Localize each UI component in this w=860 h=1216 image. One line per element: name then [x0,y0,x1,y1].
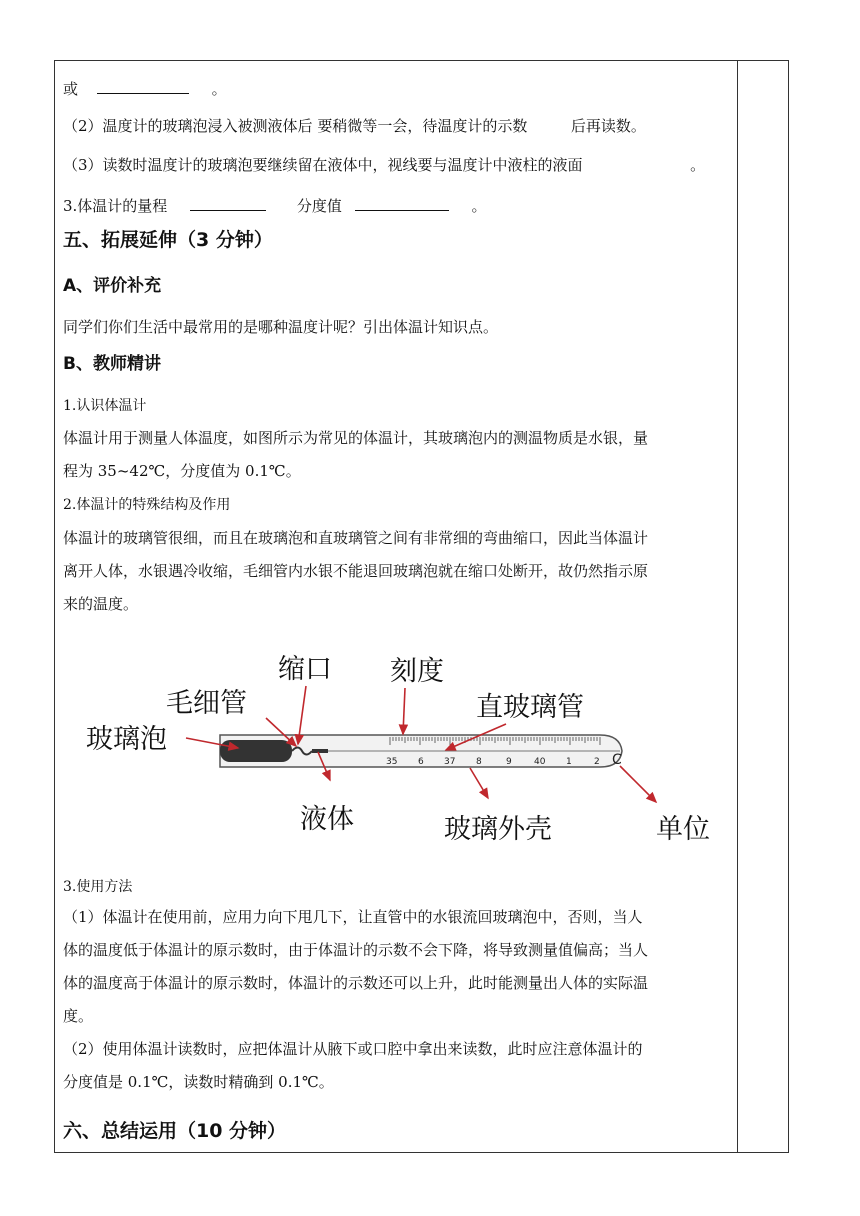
fill-line-4 [63,194,486,216]
text-line2-end: 后再读数。 [570,117,646,135]
fill-line-2 [63,116,646,136]
tick-label: 8 [476,757,482,767]
usage-p1-line-4: 度。 [63,1007,94,1025]
section-6-heading: 六、总结运用（10 分钟） [63,1120,287,1142]
item-1-line-2: 程为 35~42℃，分度值为 0.1℃。 [63,462,301,480]
blank-range[interactable] [190,194,266,211]
arrow-scale [403,688,405,734]
paragraph-a: 同学们你们生活中最常用的是哪种温度计呢？引出体温计知识点。 [63,318,499,336]
tick-label: 2 [594,757,600,767]
period: 。 [690,156,706,174]
tick-label: 1 [566,757,572,767]
mercury-column [312,749,328,753]
arrow-outer-shell [470,768,488,798]
label-capillary: 毛细管 [166,688,247,719]
tick-label: 9 [506,757,512,767]
text-division: 分度值 [296,197,342,215]
table-column-divider [737,60,738,1153]
usage-p1-line-2: 体的温度低于体温计的原示数时，由于体温计的示数不会下降，将导致测量值偏高；当人 [63,941,649,959]
text-or: 或 [63,80,79,98]
tick-label: 35 [386,757,398,767]
usage-p1-line-1: （1）体温计在使用前，应用力向下甩几下，让直管中的水银流回玻璃泡中，否则，当人 [63,908,643,926]
usage-p1-line-3: 体的温度高于体温计的原示数时，体温计的示数还可以上升，此时能测量出人体的实际温 [63,974,649,992]
thermometer-diagram [60,640,740,860]
label-scale: 刻度 [390,656,444,687]
label-unit: 单位 [656,814,710,845]
text-line3: （3）读数时温度计的玻璃泡要继续留在液体中，视线要与温度计中液柱的液面 [63,156,583,174]
fill-line-3 [63,155,705,175]
usage-p2-line-1: （2）使用体温计读数时，应把体温计从腋下或口腔中拿出来读数，此时应注意体温计的 [63,1040,643,1058]
tick-label: 40 [534,757,546,767]
unit-mark: C [612,752,622,768]
item-2-line-3: 来的温度。 [63,595,139,613]
label-bulb: 玻璃泡 [86,724,167,755]
fill-line-1 [63,77,227,99]
label-straight-tube: 直玻璃管 [476,692,584,723]
usage-title: 3.使用方法 [63,879,133,895]
label-constriction: 缩口 [278,654,332,685]
blank-1[interactable] [97,77,189,94]
item-2-title: 2.体温计的特殊结构及作用 [63,497,231,513]
text-range: 3.体温计的量程 [63,197,168,215]
subheading-b: B、教师精讲 [63,354,161,374]
usage-p2-line-2: 分度值是 0.1℃，读数时精确到 0.1℃。 [63,1073,334,1091]
tick-label: 37 [444,757,456,767]
period: 。 [471,197,487,215]
item-2-line-1: 体温计的玻璃管很细，而且在玻璃泡和直玻璃管之间有非常细的弯曲缩口，因此当体温计 [63,529,649,547]
item-1-line-1: 体温计用于测量人体温度，如图所示为常见的体温计，其玻璃泡内的测温物质是水银，量 [63,429,649,447]
tick-label: 6 [418,757,424,767]
arrow-unit [620,766,656,802]
label-outer-shell: 玻璃外壳 [444,814,552,845]
period: 。 [211,80,227,98]
label-liquid: 液体 [300,804,354,835]
text-line2: （2）温度计的玻璃泡浸入被测液体后 要稍微等一会，待温度计的示数 [63,117,528,135]
item-2-line-2: 离开人体，水银遇冷收缩，毛细管内水银不能退回玻璃泡就在缩口处断开，故仍然指示原 [63,562,649,580]
subheading-a: A、评价补充 [63,276,162,296]
item-1-title: 1.认识体温计 [63,398,147,414]
section-5-heading: 五、拓展延伸（3 分钟） [63,229,273,251]
mercury-bulb [220,740,292,762]
blank-division[interactable] [355,194,449,211]
